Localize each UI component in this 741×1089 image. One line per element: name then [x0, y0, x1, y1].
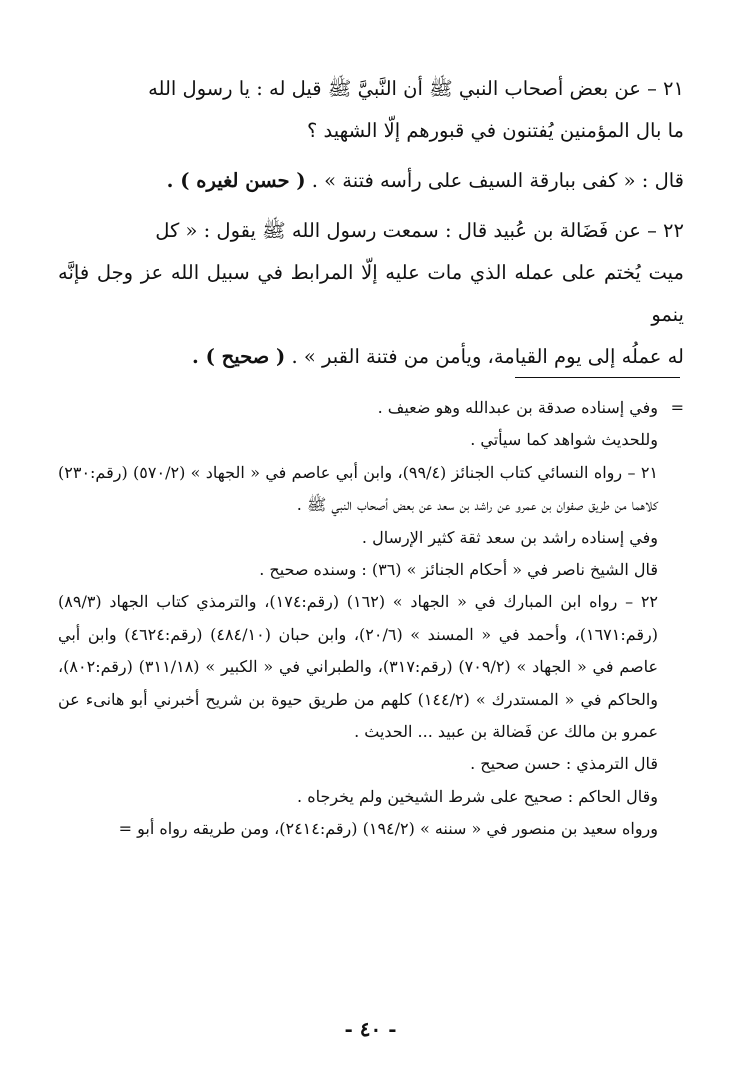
- footnote-line: قال الشيخ ناصر في « أحكام الجنائز » (٣٦) : وسنده صحيح .: [259, 560, 658, 580]
- page-number: - ٤٠ -: [344, 1017, 397, 1041]
- hadith-21-line-1: ٢١ – عن بعض أصحاب النبي ﷺ أن النَّبيَّ ﷺ قيل له : يا رسول الله: [148, 77, 684, 100]
- continuation-mark: =: [670, 398, 684, 417]
- hadith-22-text-end: له عملُه إلى يوم القيامة، ويأمن من فتنة القبر » .: [285, 345, 684, 368]
- hadith-22-line-1: ٢٢ – عن فَضَالة بن عُبيد قال : سمعت رسول الله ﷺ يقول : « كل: [155, 219, 684, 242]
- footnote-divider: [515, 377, 680, 378]
- footnote-line: قال الترمذي : حسن صحيح .: [470, 754, 658, 774]
- footnote-22: ٢٢ – رواه ابن المبارك في « الجهاد » (١٦٢) (رقم:١٧٤)، والترمذي كتاب الجهاد (٨٩/٣) (رقم:١٦٧١)، وأحمد في « المسند » (٢٠/٦)، وابن حبان (٤٨٤/١٠) (رقم:٤٦٢٤) وابن أبي عاصم في « الجهاد » (٧٠٩/٢) (رقم:٣١٧)، والطبراني في « الكبير » (٣١١/١٨) (رقم:٨٠٢)، والحاكم في « المستدرك » (١٤٤/٢) كلهم من طريق حيوة بن شريح أخبرني أبو هانىء عن عمرو بن مالك عن فَضالة بن عبيد ... الحديث .: [58, 592, 659, 742]
- hadith-21-answer-line: [58, 160, 684, 202]
- hadith-22-line-3: [58, 336, 684, 378]
- footnote-line: وللحديث شواهد كما سيأتي .: [470, 430, 658, 450]
- hadith-21-line-2: ما بال المؤمنين يُفتنون في قبورهم إلّا الشهيد ؟: [306, 119, 684, 142]
- hadith-21-answer: قال : « كفى ببارقة السيف على رأسه فتنة » .: [305, 169, 684, 192]
- footnote-21: ٢١ – رواه النسائي كتاب الجنائز (٩٩/٤)، وابن أبي عاصم في « الجهاد » (٥٧٠/٢) (رقم:٢٣٠) كلاهما من طريق صفوان بن عمرو عن راشد بن سعد عن بعض أصحاب النبي ﷺ .: [58, 462, 659, 515]
- footnotes: [58, 392, 684, 846]
- footnote-text: وفي إسناده صدقة بن عبدالله وهو ضعيف .: [377, 398, 658, 417]
- hadith-21-grade: ( حسن لغيره ) .: [166, 169, 306, 192]
- hadith-22-line-2: ميت يُختم على عمله الذي مات عليه إلّا المرابط في سبيل الله عز وجل فإنَّه ينمو: [58, 261, 684, 326]
- footnote-line: وقال الحاكم : صحيح على شرط الشيخين ولم يخرجاه .: [297, 786, 658, 806]
- main-text: [58, 68, 684, 378]
- footnote-line: ورواه سعيد بن منصور في « سننه » (١٩٤/٢) (رقم:٢٤١٤)، ومن طريقه رواه أبو =: [118, 819, 658, 839]
- footnote-line: وفي إسناده راشد بن سعد ثقة كثير الإرسال .: [361, 527, 658, 547]
- footnote-continuation: [58, 392, 684, 424]
- hadith-22-grade: ( صحيح ) .: [192, 345, 286, 368]
